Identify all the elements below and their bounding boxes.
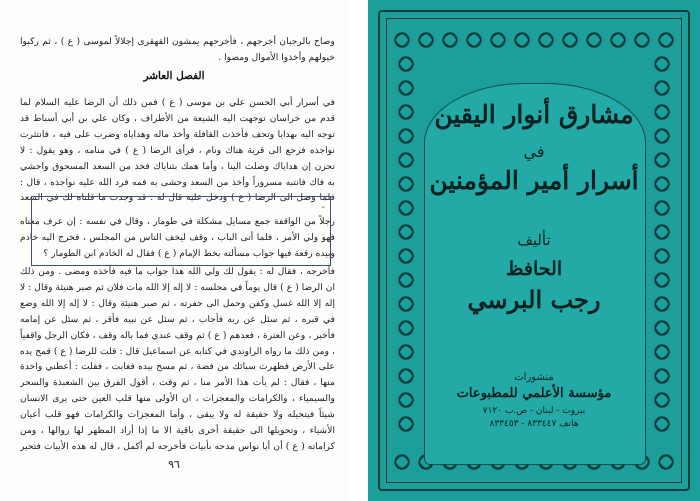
book-title-line2: أسرار أمير المؤمنين bbox=[429, 166, 639, 195]
authorship-label: تأليف bbox=[517, 231, 551, 249]
author-honorific: الحافظ bbox=[505, 258, 563, 280]
highlight-box bbox=[31, 196, 331, 266]
chapter-heading: الفصل العاشر bbox=[143, 70, 205, 82]
book-cover bbox=[368, 0, 700, 501]
publisher-name: مؤسسة الأعلمي للمطبوعات bbox=[456, 386, 612, 401]
page-number: ٩٦ bbox=[168, 458, 180, 471]
publisher-phone: هاتف ٨٣٣٤٤٧ - ٨٣٣٤٥٣ bbox=[489, 419, 579, 429]
book-title-connector: في bbox=[523, 142, 545, 161]
publisher-label: منشورات bbox=[514, 372, 554, 383]
body-paragraph-2: فأخرجه ، فقال له : يقول لك ولي الله هذا جواب ما فيه فأخذه ومضى . ومن ذلك ان الرضا ( ع ) قال يوماً في مجلسه : لا إله إلا الله مات فلان ثم صبر هنيئة وقال : لا إله إلا الله غسل وكفن وحمل الى حفرته ، ثم صبر هنيئة وقال : لا إله إلا الله وضع في قبره ، ثم سئل عن ربه فأجاب ، ثم سئل عن نبيه فأقر ، ثم سئل عن إمامه فأخبر ، وعن العترة ، فعدهم ( ع ) ثم وقف عندي فما باله وقف ، فكان الرجل واقفياً ، ومن ذلك ما رواه الراوندي في كتابه عن اسماعيل قال : قلت للرضا ( ع ) قمح يده على الأرض فظهرت سبائك من فضة ، ثم مسح بيده فغابت ، فقلت : أعطني واحدة منها ، فقال : لم يأت هذا الأمر منا ، ثم وقت ، أقول الفرق بين الشعبذة والسحر والسيمياء ، والكرامات والمعجزات ، ان الأولى منها قلب العين حتى يرى الانسان شيئاً فيتخيله ولا حقيقة له ولا يبقى ، وأما المعجزات والكرامات فهو قلب أعيان الأشياء ، وتحويلها الى حقيقة أخرى باقية الا ما إذا أراد المظهر لها زوالها ، ومن كراماته ( ع ) أن أبا نواس مدحه بأبيات فأخرجه لم أكمل ، قال له هذه الأبيات فتحير bbox=[20, 266, 335, 452]
left-page bbox=[0, 0, 348, 501]
author-name: رجب البرسي bbox=[467, 285, 601, 314]
body-paragraph-1: في أسرار أبي الحسن علي بن موسى ( ع ) فمن ذلك أن الرضا عليه السلام لما قدم من خراسان توجهت اليه الشيعة من الأطراف ، وكان علي بن أبي أسباط قد توجه اليه بهدايا وتحف فأخذت القافلة وأخذ ماله وهداياه وضرب على فيه ، فانتثرت نواجذه فرجع الى قرية هناك ونام ، فرأى الرضا ( ع ) في منامه ، وهو يقول : لا تحزن إن هداياك وصلت الينا ، وأما همك بثناياك فخذ من السعد المسحوق واحشي به فاك فانتبه مسروراً وأخذ من السعد وحشى به فمه فرد الله عليه نواجذه ، قال : فلما وصل الى الرضا ( ع ) ودخل عليه قال له : قد وجدت ما قلناه لك في السعد bbox=[20, 97, 335, 204]
highlighted-paragraph: رجلاً من الواقفة جمع مسايل مشكلة في طومار ، وقال في نفسه : إن عرف معناه فهو ولي الأمر ، فلما أتى الباب ، وقف ليخف الناس من المجلس ، فخرج اليه خادم وبيده رقعة فيها جواب مسألته بخط الإمام ( ع ) فقال له الخادم ابن الطومار ؟ bbox=[20, 216, 335, 259]
publisher-address: بيروت - لبنان - ص.ب ٧١٢٠ bbox=[482, 406, 586, 416]
intro-paragraph: وصاح بالرجبان أخرجهم ، فأخرجهم يمشون القهقرى إجلالاً لموسى ( ع ) ، ثم ركبوا خيولهم وأخذوا الأموال ومضوا . bbox=[20, 36, 335, 63]
book-title-line1: مشارق أنوار اليقين bbox=[434, 100, 634, 129]
